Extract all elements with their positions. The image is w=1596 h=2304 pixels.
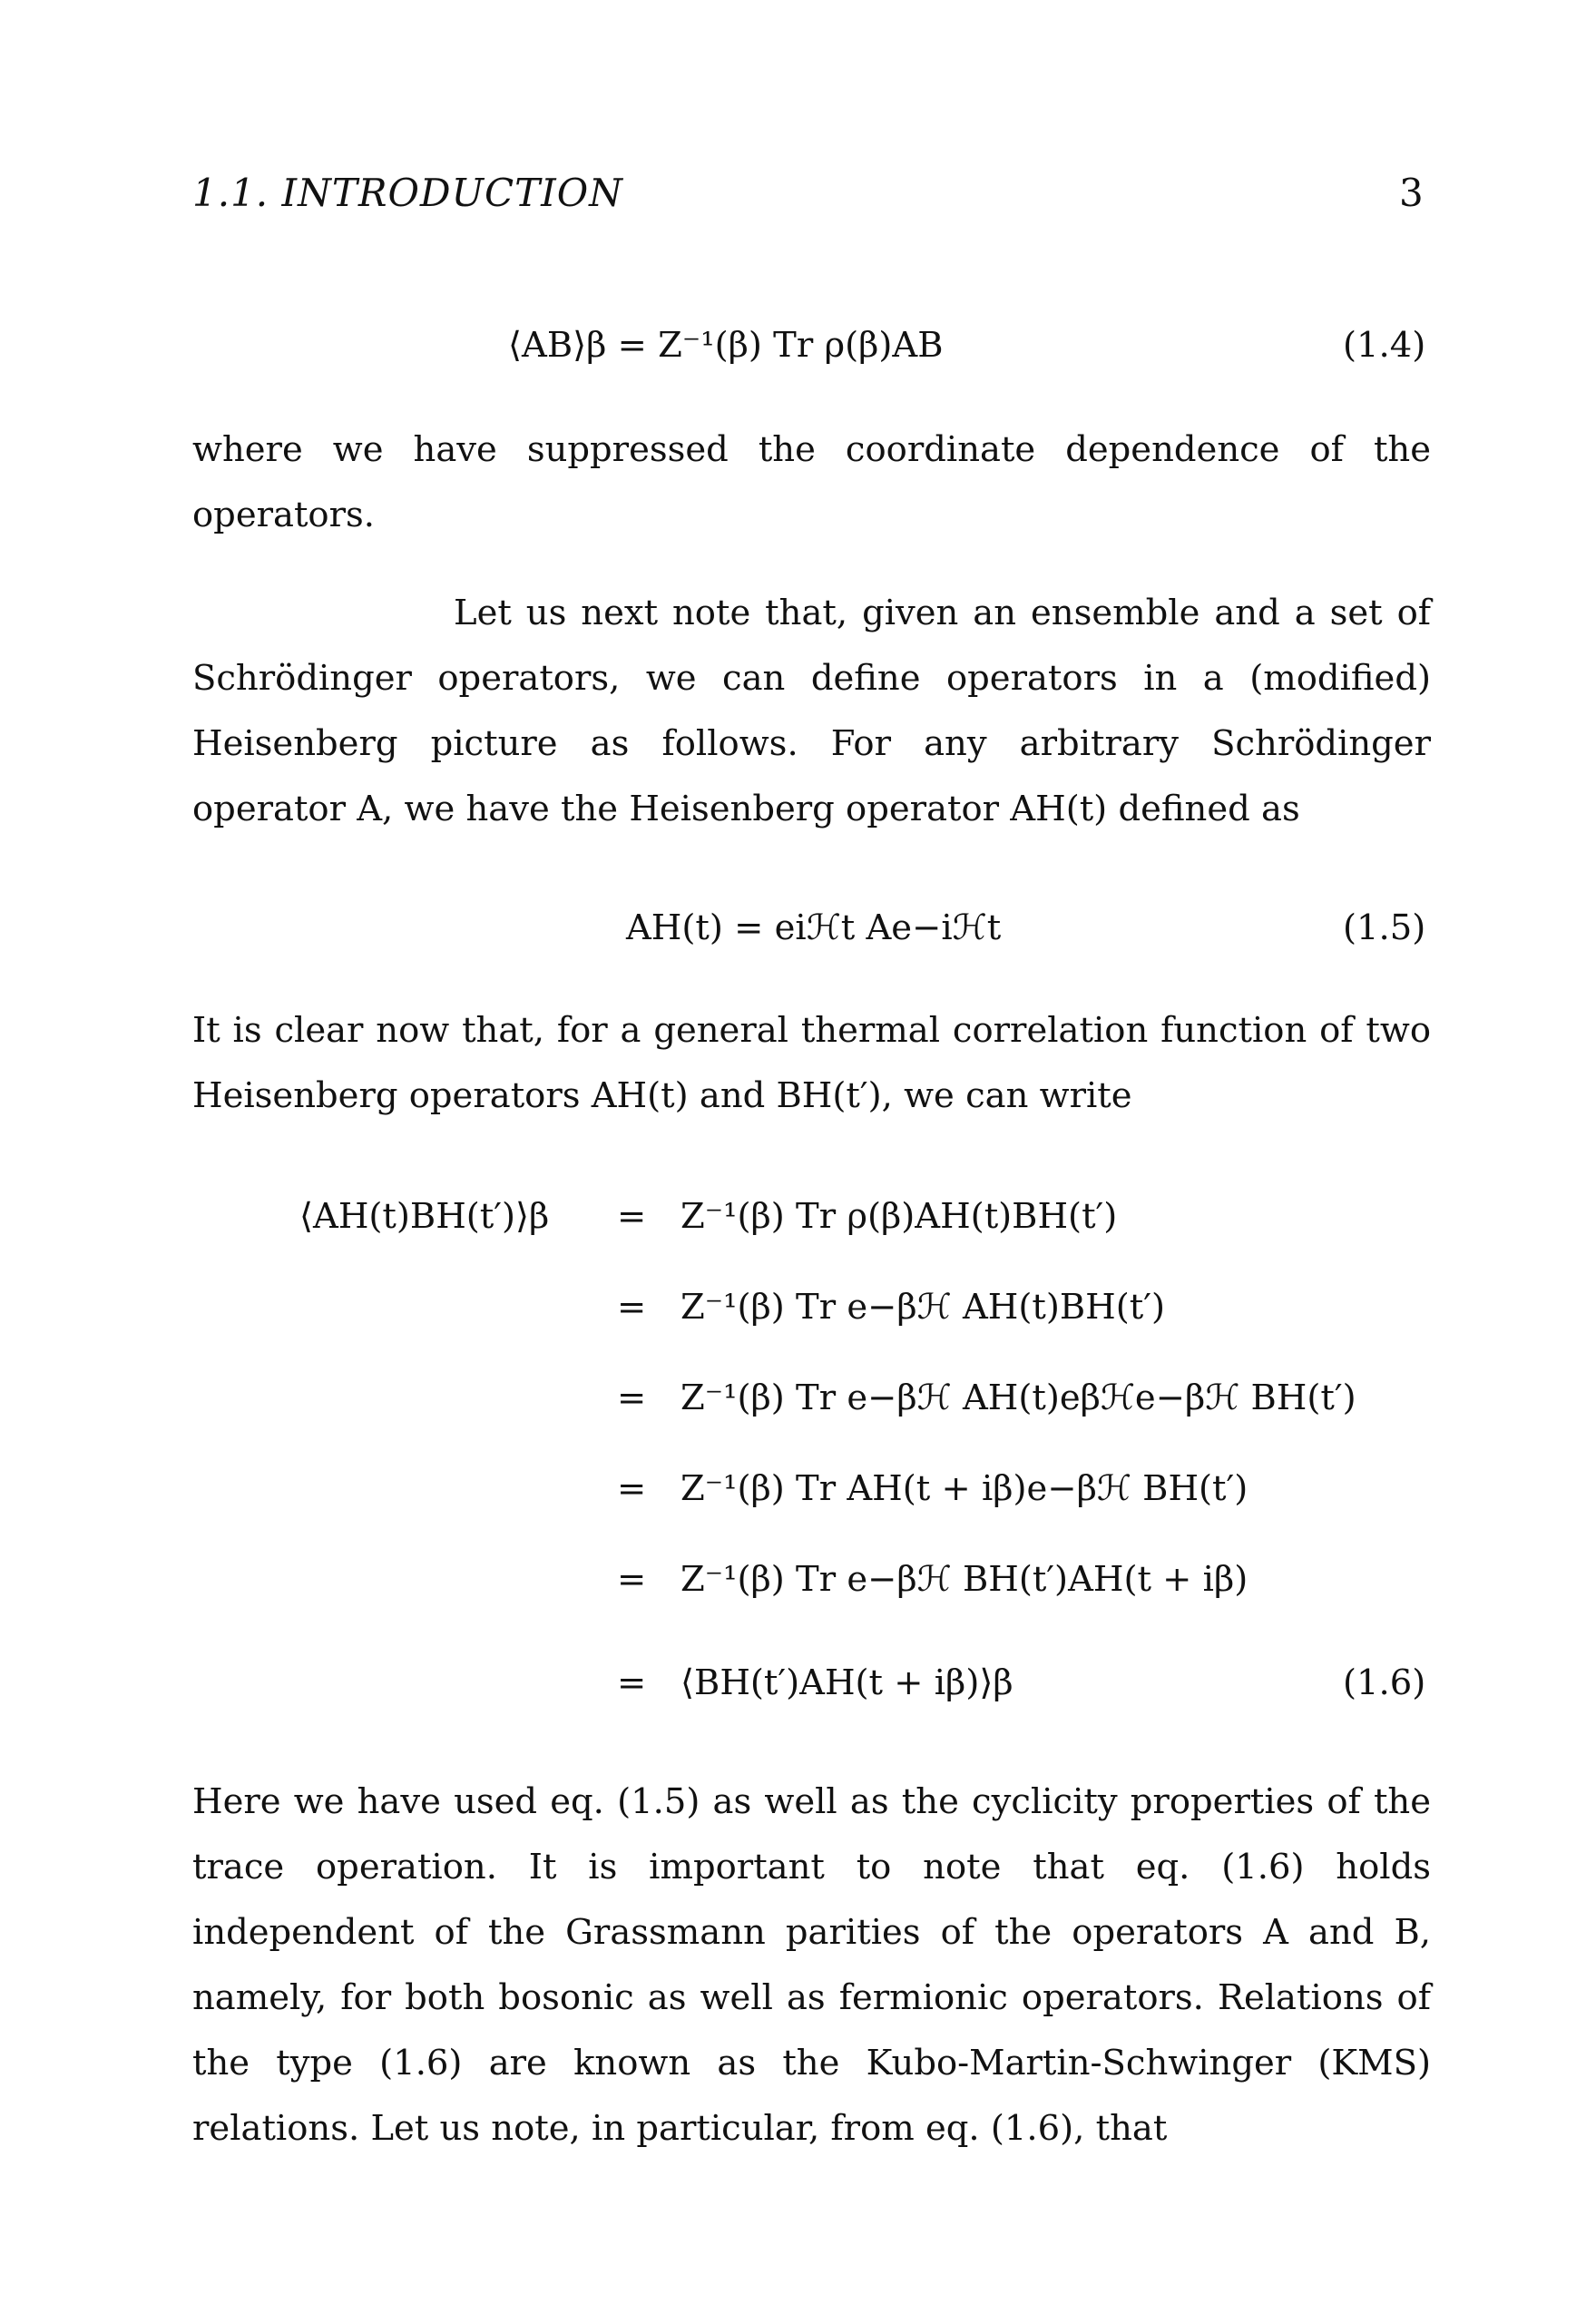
equation-1-6-line: Z⁻¹(β) Tr e−βℋ AH(t)eβℋe−βℋ BH(t′) [681,1377,1356,1418]
equation-1-6-lhs: ⟨AH(t)BH(t′)⟩β [299,1196,550,1237]
equation-number-1-5: (1.5) [1343,907,1426,948]
equation-1-6-line: Z⁻¹(β) Tr ρ(β)AH(t)BH(t′) [681,1196,1118,1237]
equation-number-1-4: (1.4) [1343,325,1426,366]
equals-sign: = [617,1377,647,1418]
equals-sign: = [617,1662,647,1703]
equals-sign: = [617,1559,647,1600]
paragraph-4: Here we have used eq. (1.5) as well as the cyclicity properties of the trace operation. It is important to note that eq. (1.6) holds independent of the Grassmann parities of the operators A and B, namely, for both bosonic as well as fermionic operators. Relations of the type (1.6) are known as the Kubo-Martin-Schwinger (KMS) relations. Let us note, in particular, from eq. (1.6), that [192,1781,1431,2149]
equation-1-6-line: Z⁻¹(β) Tr e−βℋ AH(t)BH(t′) [681,1287,1165,1328]
equation-1-6-line: Z⁻¹(β) Tr e−βℋ BH(t′)AH(t + iβ) [681,1559,1248,1600]
equation-1-5: AH(t) = eiℋt Ae−iℋt [626,907,1002,948]
paragraph-3: It is clear now that, for a general thermal correlation function of two Heisenberg operators AH(t) and BH(t′), we can write [192,1010,1431,1116]
paragraph-2: Let us next note that, given an ensemble and a set of Schrödinger operators, we can define operators in a (modified) Heisenberg picture as follows. For any arbitrary Schrödinger operator A, we have the Heisenberg operator AH(t) defined as [192,593,1431,829]
page-number: 3 [1399,171,1424,215]
running-head: 1.1. INTRODUCTION [192,171,623,215]
equals-sign: = [617,1287,647,1328]
equation-1-6-line: Z⁻¹(β) Tr AH(t + iβ)e−βℋ BH(t′) [681,1468,1248,1509]
equals-sign: = [617,1468,647,1509]
paragraph-1: where we have suppressed the coordinate dependence of the operators. [192,429,1431,535]
equals-sign: = [617,1196,647,1237]
equation-1-4: ⟨AB⟩β = Z⁻¹(β) Tr ρ(β)AB [508,325,944,366]
equation-1-6-line: ⟨BH(t′)AH(t + iβ)⟩β [681,1662,1013,1703]
equation-number-1-6: (1.6) [1343,1662,1426,1703]
